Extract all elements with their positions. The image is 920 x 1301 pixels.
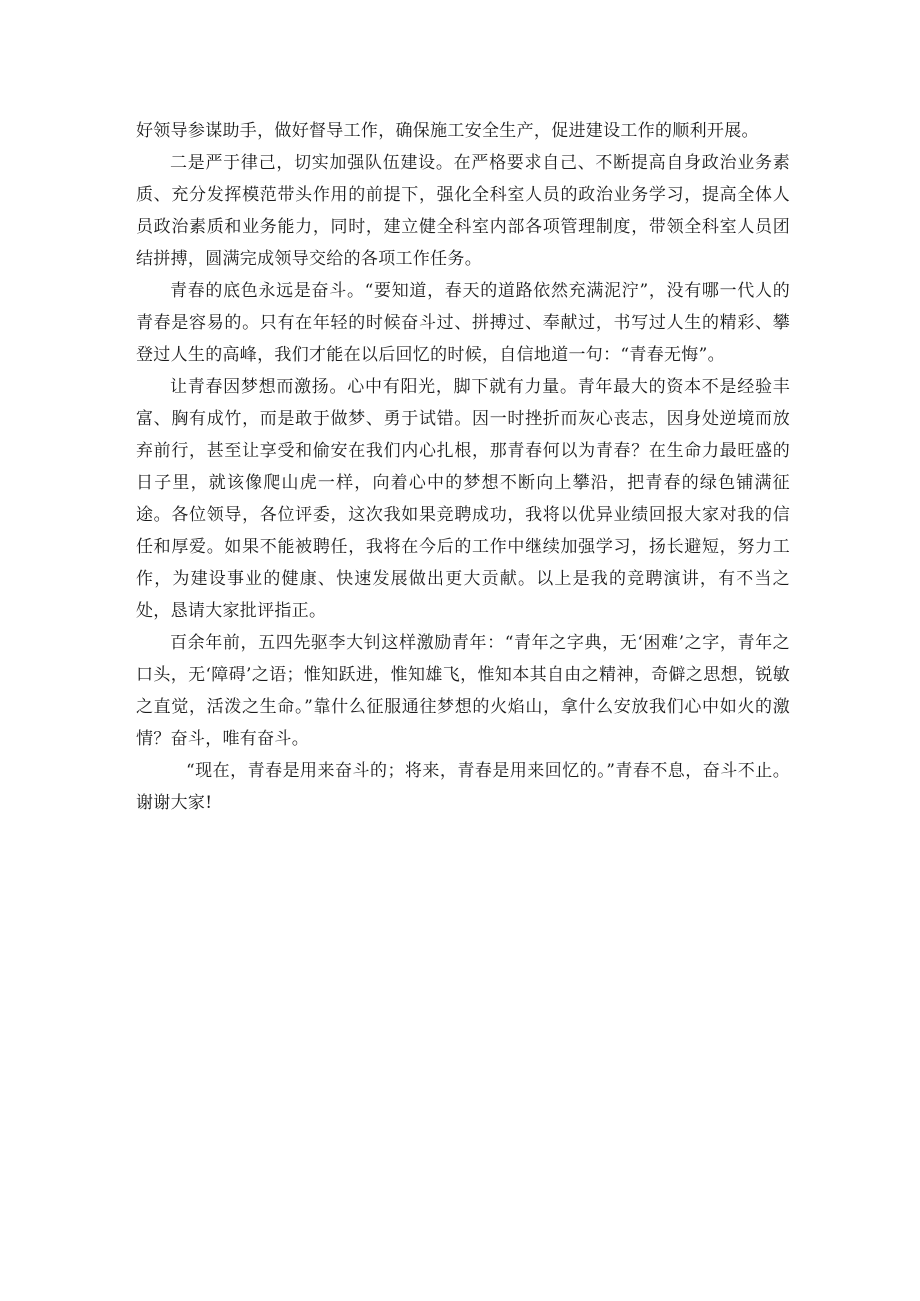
paragraph-youth-dreams: 让青春因梦想而激扬。心中有阳光，脚下就有力量。青年最大的资本不是经验丰富、胸有成竹，而是敢于做梦、勇于试错。因一时挫折而灰心丧志，因身处逆境而放弃前行，甚至让享受和偷安在我们内心扎根，那青春何以为青春？在生命力最旺盛的日子里，就该像爬山虎一样，向着心中的梦想不断向上攀沿，把青春的绿色铺满征途。各位领导，各位评委，这次我如果竞聘成功，我将以优异业绩回报大家对我的信任和厚爱。如果不能被聘任，我将在今后的工作中继续加强学习，扬长避短，努力工作，为建设事业的健康、快速发展做出更大贡献。以上是我的竞聘演讲，有不当之处，恳请大家批评指正。 — [136, 377, 790, 621]
paragraph-li-dazhao-quote: 百余年前，五四先驱李大钊这样激励青年：“青年之字典，无‘困难’之字，青年之口头，无‘障碍’之语；惟知跃进，惟知雄飞，惟知本其自由之精神，奇僻之思想，锐敏之直觉，活泼之生命。”靠什么征服通往梦想的火焰山，拿什么安放我们心中如火的激情？奋斗，唯有奋斗。 — [136, 633, 790, 749]
paragraph-team-building: 二是严于律己，切实加强队伍建设。在严格要求自己、不断提高自身政治业务素质、充分发挥模范带头作用的前提下，强化全科室人员的政治业务学习，提高全体人员政治素质和业务能力，同时，建立健全科室内部各项管理制度，带领全科室人员团结拼搏，圆满完成领导交给的各项工作任务。 — [136, 153, 790, 269]
paragraph-youth-struggle: 青春的底色永远是奋斗。“要知道，春天的道路依然充满泥泞”，没有哪一代人的青春是容易的。只有在年轻的时候奋斗过、拼搏过、奉献过，书写过人生的精彩、攀登过人生的高峰，我们才能在以后回忆的时候，自信地道一句：“青春无悔”。 — [136, 281, 790, 365]
document-body — [136, 115, 790, 819]
paragraph-continuation: 好领导参谋助手，做好督导工作，确保施工安全生产，促进建设工作的顺利开展。 — [136, 121, 759, 141]
paragraph-closing: “现在，青春是用来奋斗的；将来，青春是用来回忆的。”青春不息，奋斗不止。谢谢大家! — [136, 761, 790, 813]
